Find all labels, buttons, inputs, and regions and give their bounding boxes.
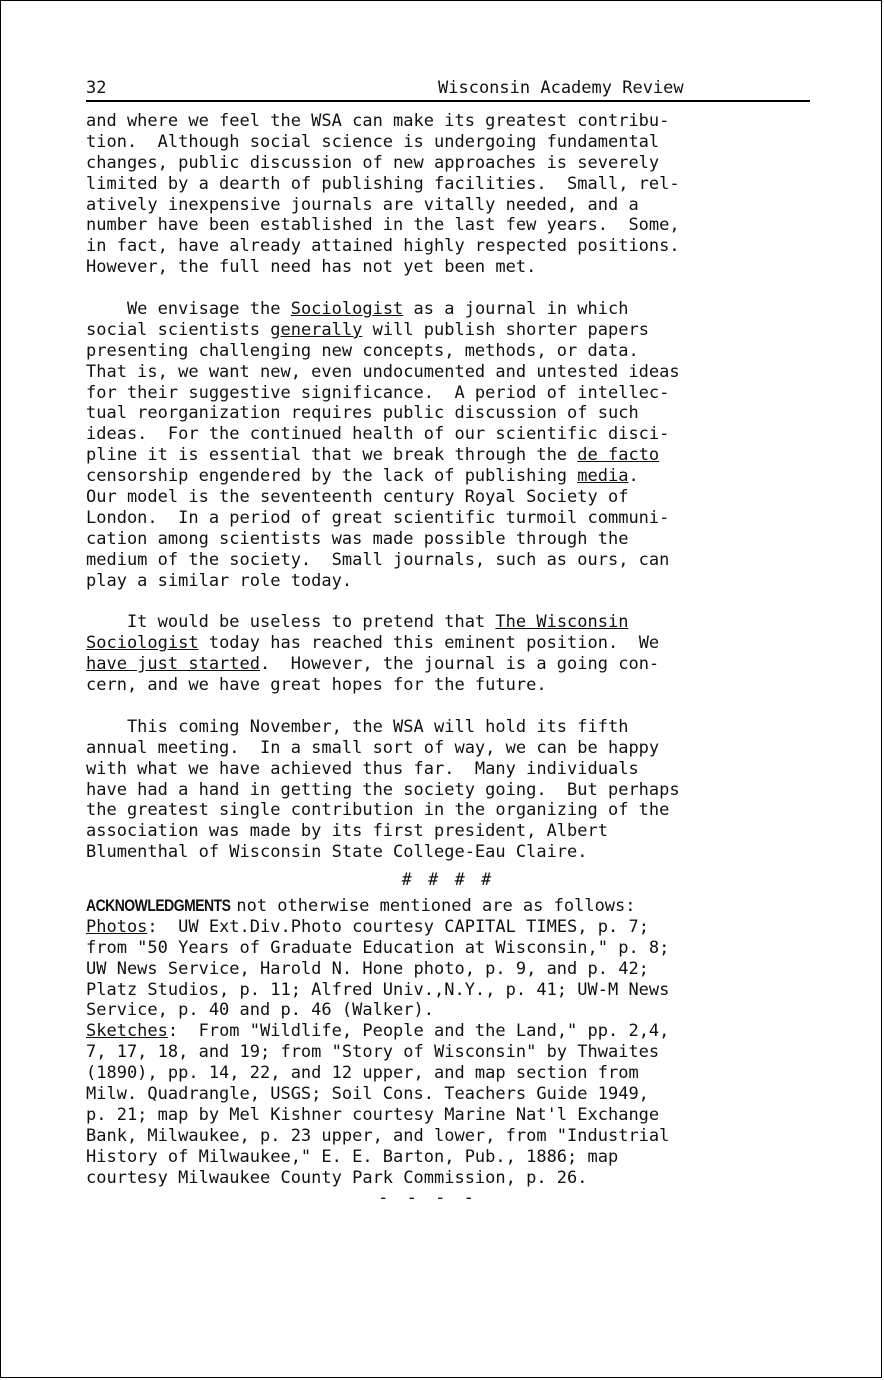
paragraph bbox=[86, 612, 810, 696]
text-line: have had a hand in getting the society going. But perhaps bbox=[86, 779, 680, 800]
text-line: ideas. For the continued health of our scientific disci- bbox=[86, 424, 670, 445]
paragraph bbox=[86, 717, 810, 863]
credit-line: Sketches: From "Wildlife, People and the Land," pp. 2,4, bbox=[86, 1021, 670, 1042]
article-body bbox=[86, 111, 810, 869]
text-line: annual meeting. In a small sort of way, we can be happy bbox=[86, 737, 660, 758]
text-line: presenting challenging new concepts, methods, or data. bbox=[86, 340, 639, 361]
credit-label: Photos bbox=[86, 916, 148, 937]
section-separator: # # # # bbox=[401, 870, 495, 891]
credit-line: History of Milwaukee," E. E. Barton, Pub., 1886; map bbox=[86, 1146, 619, 1167]
text-line: play a similar role today. bbox=[86, 570, 353, 591]
acknowledgments-section bbox=[86, 896, 810, 1188]
credit-label: Sketches bbox=[86, 1021, 168, 1042]
text-line: tion. Although social science is undergoing fundamental bbox=[86, 131, 660, 152]
text-line: censorship engendered by the lack of publishing media. bbox=[86, 466, 639, 487]
photos-credits bbox=[86, 917, 810, 1021]
credit-line: UW News Service, Harold N. Hone photo, p. 9, and p. 42; bbox=[86, 958, 649, 979]
text-line: Our model is the seventeenth century Royal Society of bbox=[86, 487, 629, 508]
text-line: cern, and we have great hopes for the future. bbox=[86, 675, 547, 696]
text-line: London. In a period of great scientific turmoil communi- bbox=[86, 507, 670, 528]
acknowledgments-heading-line bbox=[86, 896, 810, 917]
page-number: 32 bbox=[86, 78, 107, 98]
journal-title: Wisconsin Academy Review bbox=[438, 78, 684, 98]
credit-line: Service, p. 40 and p. 46 (Walker). bbox=[86, 1000, 434, 1021]
text-line: with what we have achieved thus far. Many individuals bbox=[86, 758, 639, 779]
credit-line: Platz Studios, p. 11; Alfred Univ.,N.Y., p. 41; UW-M News bbox=[86, 979, 670, 1000]
text-line: atively inexpensive journals are vitally needed, and a bbox=[86, 194, 639, 215]
credit-line: p. 21; map by Mel Kishner courtesy Marine Nat'l Exchange bbox=[86, 1104, 660, 1125]
credit-line: Photos: UW Ext.Div.Photo courtesy CAPITAL TIMES, p. 7; bbox=[86, 916, 649, 937]
credit-line: (1890), pp. 14, 22, and 12 upper, and map section from bbox=[86, 1063, 639, 1084]
text-line: Blumenthal of Wisconsin State College-Eau Claire. bbox=[86, 842, 588, 863]
text-line: This coming November, the WSA will hold its fifth bbox=[86, 716, 629, 737]
acknowledgments-heading: ACKNOWLEDGMENTS bbox=[86, 895, 231, 915]
text-line: for their suggestive significance. A period of intellec- bbox=[86, 382, 670, 403]
text-line: the greatest single contribution in the organizing of the bbox=[86, 800, 670, 821]
text-line: association was made by its first president, Albert bbox=[86, 821, 608, 842]
paragraph bbox=[86, 111, 810, 278]
text-line: tual reorganization requires public discussion of such bbox=[86, 403, 639, 424]
text-line: Sociologist today has reached this eminent position. We bbox=[86, 633, 660, 654]
credit-line: courtesy Milwaukee County Park Commission, p. 26. bbox=[86, 1167, 588, 1188]
end-mark: - - - - bbox=[378, 1188, 478, 1209]
credit-line: 7, 17, 18, and 19; from "Story of Wisconsin" by Thwaites bbox=[86, 1042, 660, 1063]
text-line: limited by a dearth of publishing facilities. Small, rel- bbox=[86, 173, 680, 194]
text-line: in fact, have already attained highly respected positions. bbox=[86, 236, 680, 257]
text-line: It would be useless to pretend that The Wisconsin bbox=[86, 612, 629, 633]
credit-line: Bank, Milwaukee, p. 23 upper, and lower, from "Industrial bbox=[86, 1125, 670, 1146]
text-line: We envisage the Sociologist as a journal in which bbox=[86, 299, 629, 320]
document-page bbox=[86, 78, 810, 1209]
text-line: However, the full need has not yet been met. bbox=[86, 257, 537, 278]
credit-line: from "50 Years of Graduate Education at Wisconsin," p. 8; bbox=[86, 937, 670, 958]
running-header bbox=[86, 78, 810, 102]
paragraph bbox=[86, 299, 810, 591]
text-line: cation among scientists was made possible through the bbox=[86, 528, 629, 549]
sketches-credits bbox=[86, 1021, 810, 1188]
credit-line: Milw. Quadrangle, USGS; Soil Cons. Teachers Guide 1949, bbox=[86, 1083, 649, 1104]
text-line: That is, we want new, even undocumented and untested ideas bbox=[86, 361, 680, 382]
text-line: pline it is essential that we break through the de facto bbox=[86, 445, 660, 466]
text-line: number have been established in the last few years. Some, bbox=[86, 215, 680, 236]
text-line: social scientists generally will publish shorter papers bbox=[86, 319, 649, 340]
text-line: changes, public discussion of new approaches is severely bbox=[86, 152, 660, 173]
text-line: medium of the society. Small journals, such as ours, can bbox=[86, 549, 670, 570]
text-line: and where we feel the WSA can make its greatest contribu- bbox=[86, 111, 670, 131]
acknowledgments-intro: not otherwise mentioned are as follows: bbox=[226, 895, 636, 916]
text-line: have just started. However, the journal is a going con- bbox=[86, 654, 660, 675]
